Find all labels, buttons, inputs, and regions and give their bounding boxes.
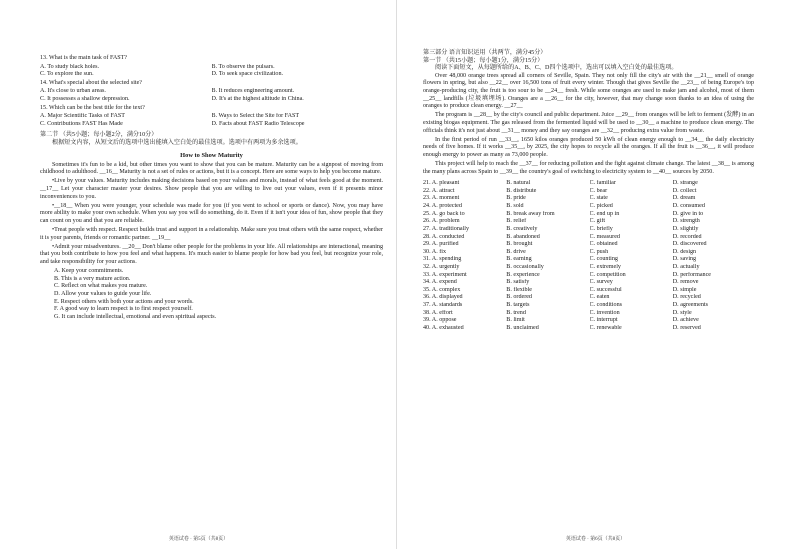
choice-cell: 27. A. traditionally	[423, 225, 470, 232]
choice-cell: C. push	[589, 248, 609, 255]
choice-cell: C. state	[589, 195, 608, 202]
option-item: D. Allow your values to guide your life.	[54, 290, 152, 297]
question-block	[40, 55, 383, 128]
choice-cell: C. conditions	[589, 302, 623, 308]
choice-cell: B. natural	[506, 180, 531, 187]
paragraph: Over 48,000 orange trees spread all corners of Seville, Spain. They not only fill the city's air with the __21__ smell of orange flowers in spring, but also __22__ over 16,500 tons of fruit every winter. Though that gives Seville the __23__ of being Europe's top orange-producing city, the fruit is too sour to be __24__ fresh. While some oranges are used to make jam and alcohol, most of them __25__ landfills (垃圾填埋场). Oranges are a __26__ for the city, however, that may change soon thanks to an idea of using the oranges to produce clean energy. __27__	[423, 72, 754, 110]
choice-cell: D. slightly	[672, 225, 699, 232]
choice-cell: 34. A. expend	[423, 279, 457, 286]
choice-cell: 28. A. conducted	[423, 233, 465, 240]
choice-cell: C. interrupt	[589, 317, 618, 324]
choice-cell: B. unclaimed	[506, 324, 539, 331]
choice-cell: B. earning	[506, 256, 532, 263]
choice-cell: B. occasionally	[506, 263, 544, 270]
choice-cell: D. performance	[672, 271, 711, 278]
choice-cell: B. limit	[506, 317, 525, 324]
paragraph: This project will help to reach the __37__ for reducing pollution and the fight against climate change. The latest __38__ is among the many plans across Spain to __39__ the country's goal of switching to electricity system to __40__ sources by 2050.	[423, 161, 754, 175]
section-heading: 第二节 （共5小题；每小题2分，满分10分）	[40, 132, 158, 139]
paragraph: Sometimes it's fun to be a kid, but other times you want to show that you can be mature. Maturity can be a signpost of moving from childhood to adulthood. __16__ Maturity is not a set of rules or actions, but it is a concept. Here are some ways to help you become mature.	[40, 161, 383, 176]
choice-cell: D. dream	[672, 195, 696, 202]
choice-cell: B. sold	[506, 203, 524, 210]
answer-option: A. Major Scientific Tasks of FAST	[40, 113, 125, 120]
choice-cell: B. ordered	[506, 294, 532, 301]
choice-cell: B. creatively	[506, 225, 538, 232]
answer-option: D. It's at the highest altitude in China.	[211, 96, 304, 103]
choice-cell: B. experience	[506, 271, 540, 278]
choice-cell: 38. A. effort	[423, 309, 453, 316]
choice-cell: B. trend	[506, 309, 526, 316]
paragraph: In the first period of run __33__, 1650 kilos oranges produced 50 kWh of clean energy enough to __34__ the daily electricity needs of five homes. If it works __35__, by 2025, the city hopes to recycle all the oranges. If all the fruit is __36__, it will produce enough energy to power as many as 73,000 people.	[423, 136, 754, 158]
choice-cell: 33. A. experiment	[423, 271, 467, 278]
choice-cell: 21. A. pleasant	[423, 180, 460, 187]
choice-cell: 30. A. fix	[423, 248, 447, 255]
passage-body	[423, 73, 754, 176]
choice-cell: B. flexible	[506, 286, 532, 293]
choice-cell: D. style	[672, 309, 692, 316]
choice-cell: D. recycled	[672, 294, 701, 301]
paragraph: •Live by your values. Maturity includes making decisions based on your values and morals, instead of what feels good at the moment. __17__ Let your character master your desires. Show people that you are willing to live out your values, even if it presents minor inconveniences to you.	[40, 178, 383, 200]
choice-cell: D. simple	[672, 286, 697, 293]
option-item: F. A good way to learn respect is to first respect yourself.	[54, 306, 193, 313]
choice-cell: C. competition	[589, 271, 626, 278]
choice-cell: B. targets	[506, 302, 530, 308]
answer-option: B. It reduces engineering amount.	[211, 88, 295, 95]
answer-option: C. To explore the sun.	[40, 71, 94, 78]
section-instruction: 根据短文内容，从短文后的选项中选出能填入空白处的最佳选项。选项中有两项为多余选项。	[52, 140, 302, 147]
right-page	[397, 0, 794, 549]
choice-cell: D. actually	[672, 263, 700, 270]
choice-cell: D. reserved	[672, 324, 701, 331]
option-item: G. It can include intellectual, emotional and even spiritual aspects.	[54, 313, 217, 320]
choice-cell: B. abandoned	[506, 233, 540, 240]
choice-cell: C. measured	[589, 233, 620, 240]
choice-cell: D. design	[672, 248, 697, 255]
choice-cell: 26. A. problem	[423, 218, 460, 225]
choice-cell: C. survey	[589, 279, 613, 286]
question-options	[40, 64, 383, 79]
choice-cell: C. familiar	[589, 180, 616, 187]
answer-option: B. To observe the pulsars.	[211, 63, 275, 70]
choice-cell: C. bear	[589, 187, 608, 194]
answer-option: D. Facts about FAST Radio Telescope	[211, 120, 305, 127]
choice-cell: 39. A. oppose	[423, 317, 457, 324]
section-instruction: 阅读下面短文，从每题所给的A、B、C、D四个选项中，选出可以填入空白处的最佳选项。	[435, 65, 678, 72]
option-item: C. Reflect on what makes you mature.	[54, 283, 148, 290]
choice-cell: 25. A. go back to	[423, 210, 465, 217]
question-stem: 15. Which can be the best title for the text?	[40, 104, 145, 111]
answer-option: A. To study black holes.	[40, 63, 100, 70]
choice-cell: 36. A. displayed	[423, 294, 463, 301]
page-footer: 英语试卷 · 第5页（共8页）	[168, 536, 229, 542]
choice-cell: C. gift	[589, 218, 606, 225]
section-heading: 第一节 （共15小题；每小题1分，满分15分）	[423, 57, 544, 64]
choice-cell: B. break away from	[506, 210, 555, 217]
choice-cell: C. briefly	[589, 225, 613, 232]
choice-cell: C. end up in	[589, 210, 620, 217]
choice-cell: D. agreements	[672, 302, 708, 308]
choice-cell: 24. A. protected	[423, 203, 462, 210]
question-stem: 13. What is the main task of FAST?	[40, 55, 128, 61]
choice-cell: D. remove	[672, 279, 699, 286]
answer-option: C. Contributions FAST Has Made	[40, 120, 123, 127]
answer-option: D. To seek space civilization.	[211, 71, 284, 78]
question-options	[40, 88, 383, 103]
paragraph: The program is __28__ by the city's council and public department. Juice __29__ from oranges will be left to ferment (发酵) in an existing biogas equipment. The gas released from the fermented liquid will be used to __30__ a machine to produce clean energy. The officials think it's not just about __31__ money and they say oranges are __32__ producing extra value from waste.	[423, 112, 754, 134]
choice-cell: C. extremely	[589, 263, 621, 270]
passage-title: How to Show Maturity	[180, 151, 243, 159]
choice-cell: B. pride	[506, 195, 526, 202]
choice-cell: 31. A. spending	[423, 256, 462, 263]
answer-option: A. It's close to urban areas.	[40, 88, 106, 95]
choice-cell: C. picked	[589, 203, 613, 210]
choice-cell: D. consumed	[672, 203, 705, 210]
choice-cell: B. distribute	[506, 187, 537, 194]
choice-cell: C. successful	[589, 286, 622, 293]
choice-cell: D. strength	[672, 218, 700, 225]
choice-cell: 40. A. exhausted	[423, 324, 464, 331]
choice-cell: D. give in to	[672, 210, 704, 217]
choice-cell: B. relief	[506, 218, 527, 225]
choice-cell: D. recorded	[672, 233, 702, 240]
choice-cell: D. strange	[672, 180, 698, 187]
choice-table	[423, 180, 754, 332]
option-list	[40, 268, 383, 321]
choice-cell: D. achieve	[672, 317, 699, 324]
paragraph: •__18__ When you were younger, your schedule was made for you (if you went to school or sports or dance). Now, you may have more ability to make your own schedule. When you say you will do something, do it. Even if it isn't your idea of fun, show people that they can count on you and that you are reliable.	[40, 202, 383, 224]
answer-option: B. Ways to Select the Site for FAST	[211, 113, 300, 120]
part-heading: 第三部分 语言知识运用（共两节，满分45分）	[423, 50, 547, 56]
choice-cell: C. obtained	[589, 241, 618, 248]
choice-cell: B. satisfy	[506, 279, 530, 286]
paragraph: •Admit your misadventures. __20__ Don't blame other people for the problems in your life. All relationships are interactional, meaning that you both contribute to how you feel and what happens. It's much easier to blame people for how bad you feel, but recognize your role, and take responsibility for your actions.	[40, 243, 383, 266]
option-item: E. Respect others with both your actions and your words.	[54, 298, 194, 305]
choice-cell: C. invention	[589, 309, 620, 316]
question-options	[40, 113, 383, 128]
choice-cell: 32. A. urgently	[423, 263, 460, 270]
passage-body	[40, 162, 383, 267]
choice-cell: D. saving	[672, 256, 697, 263]
choice-cell: 37. A. standards	[423, 302, 463, 308]
option-item: B. This is a very mature action.	[54, 275, 131, 282]
choice-cell: 22. A. attract	[423, 187, 455, 194]
choice-cell: 23. A. moment	[423, 195, 460, 202]
page-footer: 英语试卷 · 第6页（共8页）	[565, 536, 626, 542]
choice-cell: C. eaten	[589, 294, 610, 301]
choice-cell: C. counting	[589, 256, 618, 263]
choice-cell: D. discovered	[672, 241, 707, 248]
option-item: A. Keep your commitments.	[54, 268, 124, 275]
answer-option: C. It possesses a shallow depression.	[40, 96, 130, 103]
question-stem: 14. What's special about the selected site?	[40, 79, 143, 86]
paragraph: •Treat people with respect. Respect builds trust and support in a relationship. Make sure you treat others with the same respect, whether it is your parents, friends or romantic partner. __19__	[40, 227, 383, 241]
choice-cell: D. collect	[672, 187, 697, 194]
choice-cell: 35. A. complex	[423, 286, 461, 293]
choice-cell: 29. A. purified	[423, 241, 459, 248]
choice-cell: B. drive	[506, 248, 526, 255]
choice-cell: C. renewable	[589, 324, 622, 331]
choice-cell: B. brought	[506, 241, 533, 248]
